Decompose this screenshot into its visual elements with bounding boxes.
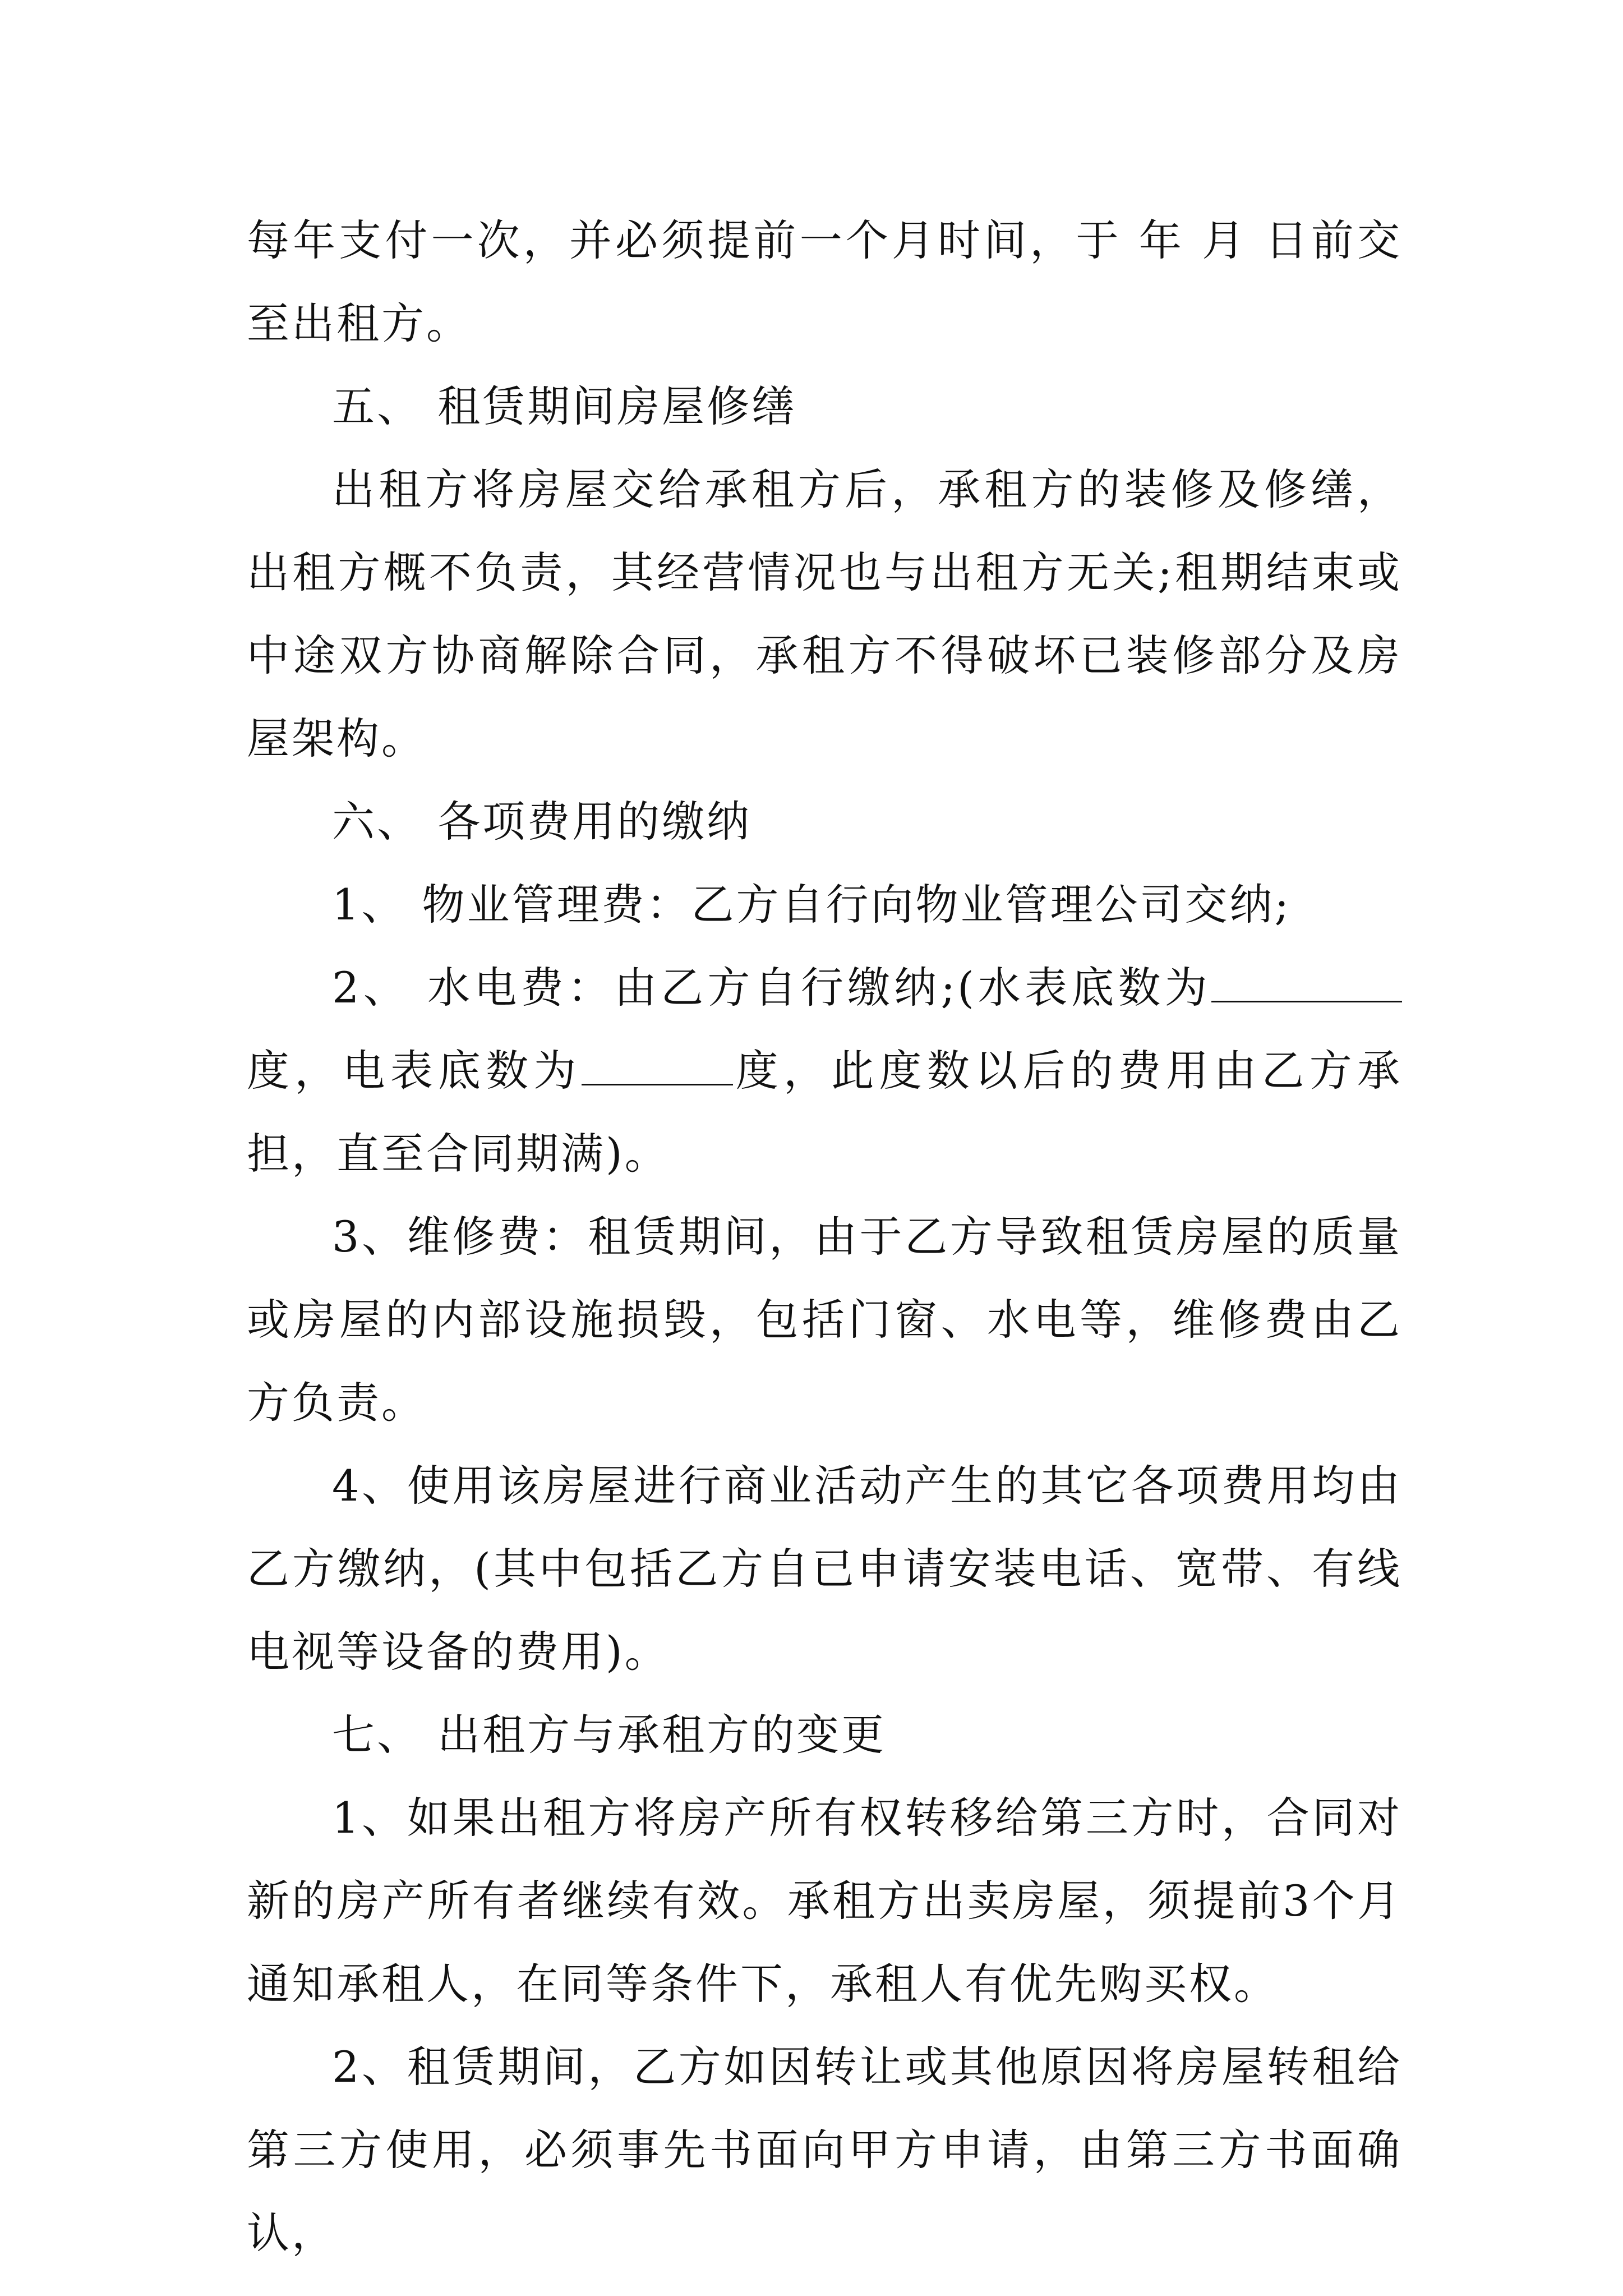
utilities-text-part-3: 度，此度数以后的费用由乙方承担，直至合同期满)。 <box>247 1046 1403 1179</box>
paragraph-sublease: 2、租赁期间，乙方如因转让或其他原因将房屋转租给第三方使用，必须事先书面向甲方申请，由第三方书面确认， <box>247 2042 1402 2258</box>
paragraph-ownership-transfer: 1、如果出租方将房产所有权转移给第三方时，合同对新的房产所有者继续有效。承租方出卖房屋，须提前3个月通知承租人，在同等条件下，承租人有优先购买权。 <box>247 1793 1402 2009</box>
utilities-text-part-1: 2、 水电费：由乙方自行缴纳;(水表底数为 <box>332 963 1211 1013</box>
water-meter-blank <box>1211 961 1402 1002</box>
electric-meter-blank <box>582 1045 733 1085</box>
paragraph-repairs: 出租方将房屋交给承租方后，承租方的装修及修缮，出租方概不负责，其经营情况也与出租方无关;租期结束或中途双方协商解除合同，承租方不得破坏已装修部分及房屋架构。 <box>247 464 1402 763</box>
utilities-text-part-2: 度，电表底数为 <box>247 1046 582 1096</box>
heading-section-7-changes: 七、 出租方与承租方的变更 <box>332 1710 887 1760</box>
heading-section-6-fees: 六、 各项费用的缴纳 <box>332 797 752 846</box>
paragraph-other-fees: 4、使用该房屋进行商业活动产生的其它各项费用均由乙方缴纳，(其中包括乙方自已申请安装电话、宽带、有线电视等设备的费用)。 <box>247 1461 1402 1677</box>
paragraph-utilities-fee <box>247 946 1402 1195</box>
paragraph-property-fee: 1、 物业管理费：乙方自行向物业管理公司交纳; <box>332 880 1292 930</box>
paragraph-payment-schedule: 每年支付一次，并必须提前一个月时间，于 年 月 日前交至出租方。 <box>247 215 1402 348</box>
heading-section-5-repairs: 五、 租赁期间房屋修缮 <box>332 381 797 431</box>
paragraph-maintenance-fee: 3、维修费：租赁期间，由于乙方导致租赁房屋的质量或房屋的内部设施损毁，包括门窗、水电等，维修费由乙方负责。 <box>247 1212 1402 1428</box>
document-body <box>247 199 1402 2275</box>
